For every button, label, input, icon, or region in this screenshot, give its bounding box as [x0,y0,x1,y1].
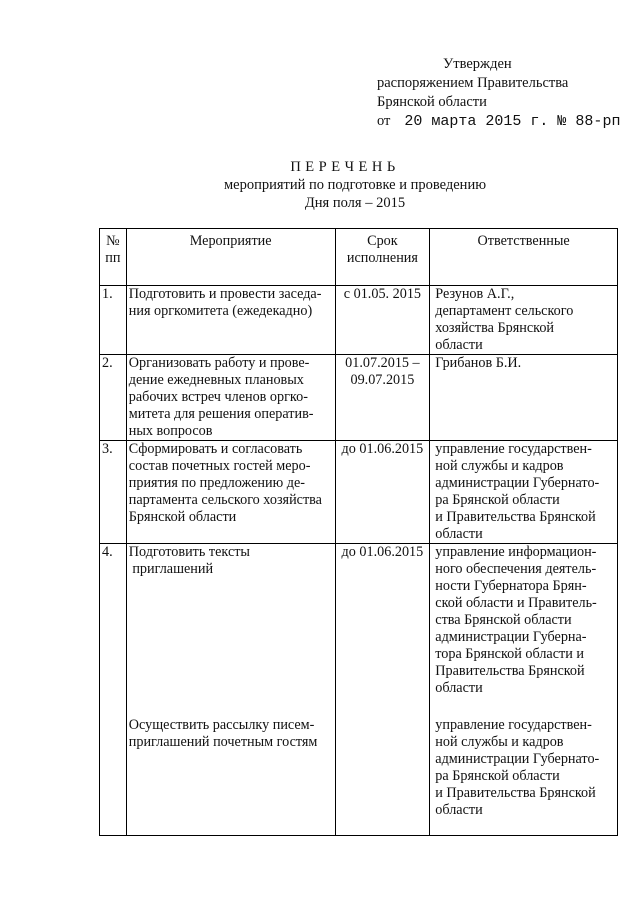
sub-activity-line: приглашений почетным гостям [128,734,318,750]
approval-date-number: 20 марта 2015 г. № 88-рп [404,113,621,130]
approval-line-2: распоряжением Правительства [377,75,569,91]
responsible-line: области [435,680,483,696]
header-number [100,229,127,286]
term-line: до 01.06.2015 [341,441,424,457]
spacer [129,578,333,717]
responsible-line: департамент сельского [435,303,574,319]
term-line: до 01.06.2015 [341,544,424,560]
responsible-line: ности Губернатора Брян- [435,578,587,594]
term-cell [335,286,430,355]
responsible-line: ра Брянской области [435,492,560,508]
term-line: 09.07.2015 [350,372,415,388]
row-number: 1. [100,286,127,355]
activity-line: Подготовить тексты [128,544,250,560]
responsible-line: ного обеспечения деятель- [435,561,597,577]
approval-line-1: Утвержден [443,56,512,72]
sub-activity-line: Осуществить рассылку писем- [128,717,315,733]
table-row [100,441,618,544]
activity-line: митета для решения оператив- [128,406,314,422]
activity-line: Подготовить и провести заседа- [128,286,322,302]
activity-line: ных вопросов [128,423,213,439]
term-line: с 01.05. 2015 [343,286,422,302]
header-responsible: Ответственные [430,229,618,286]
row-number: 3. [100,441,127,544]
row-number: 4. [100,544,127,836]
activity-line: состав почетных гостей меро- [128,458,311,474]
responsible-line: управление государствен- [435,441,592,457]
activity-cell [126,286,335,355]
header-term [335,229,430,286]
activity-line: Организовать работу и прове- [128,355,310,371]
header-number-line-2: пп [105,250,121,266]
sub-responsible-line: управление государствен- [435,717,592,733]
responsible-line: Грибанов Б.И. [435,355,522,371]
responsible-line: администрации Губерна- [435,629,587,645]
document-title: ПЕРЕЧЕНЬ [290,159,400,175]
row-number: 2. [100,355,127,441]
responsible-line: ной службы и кадров [435,458,564,474]
activities-table [99,228,618,836]
table-header-row [100,229,618,286]
sub-responsible-line: области [435,802,483,818]
activity-line: приглашений [128,561,214,577]
header-activity: Мероприятие [126,229,335,286]
document-heading [0,158,640,212]
approval-stamp [377,55,620,131]
responsible-line: Правительства Брянской [435,663,585,679]
responsible-line: ской области и Правитель- [435,595,597,611]
approval-date-prefix: от [377,113,391,129]
responsible-cell [430,441,618,544]
term-cell [335,544,430,836]
header-term-line-1: Срок [367,233,398,249]
spacer [435,819,614,835]
responsible-line: Резунов А.Г., [435,286,515,302]
responsible-line: и Правительства Брянской [435,509,596,525]
approval-date-line [377,112,620,131]
responsible-cell [430,544,618,836]
approval-line-3: Брянской области [377,94,487,110]
spacer [435,697,614,717]
sub-responsible-line: и Правительства Брянской [435,785,596,801]
responsible-line: администрации Губернато- [435,475,600,491]
activity-line: ния оргкомитета (ежедекадно) [128,303,313,319]
document-subtitle-2: Дня поля – 2015 [304,195,406,211]
sub-responsible-line: ра Брянской области [435,768,560,784]
activity-line: Брянской области [128,509,237,525]
sub-responsible-line: ной службы и кадров [435,734,564,750]
responsible-cell [430,286,618,355]
term-line: 01.07.2015 – [345,355,420,371]
sub-responsible-line: администрации Губернато- [435,751,600,767]
responsible-line: тора Брянской области и [435,646,584,662]
table-row [100,544,618,836]
activity-line: приятия по предложению де- [128,475,305,491]
document-subtitle-1: мероприятий по подготовке и проведению [223,177,487,193]
header-number-line-1: № [106,233,120,249]
responsible-line: ства Брянской области [435,612,572,628]
table-row [100,286,618,355]
responsible-line: области [435,526,483,542]
responsible-line: управление информацион- [435,544,597,560]
responsible-line: области [435,337,483,353]
term-cell [335,355,430,441]
activity-cell [126,544,335,836]
activity-cell [126,355,335,441]
responsible-line: хозяйства Брянской [435,320,555,336]
activity-line: Сформировать и согласовать [128,441,303,457]
table-row [100,355,618,441]
header-term-line-2: исполнения [346,250,418,266]
activity-line: партамента сельского хозяйства [128,492,322,508]
table-body [100,286,618,836]
activity-line: рабочих встреч членов оргко- [128,389,308,405]
responsible-cell [430,355,618,441]
term-cell [335,441,430,544]
activity-line: дение ежедневных плановых [128,372,304,388]
activity-cell [126,441,335,544]
